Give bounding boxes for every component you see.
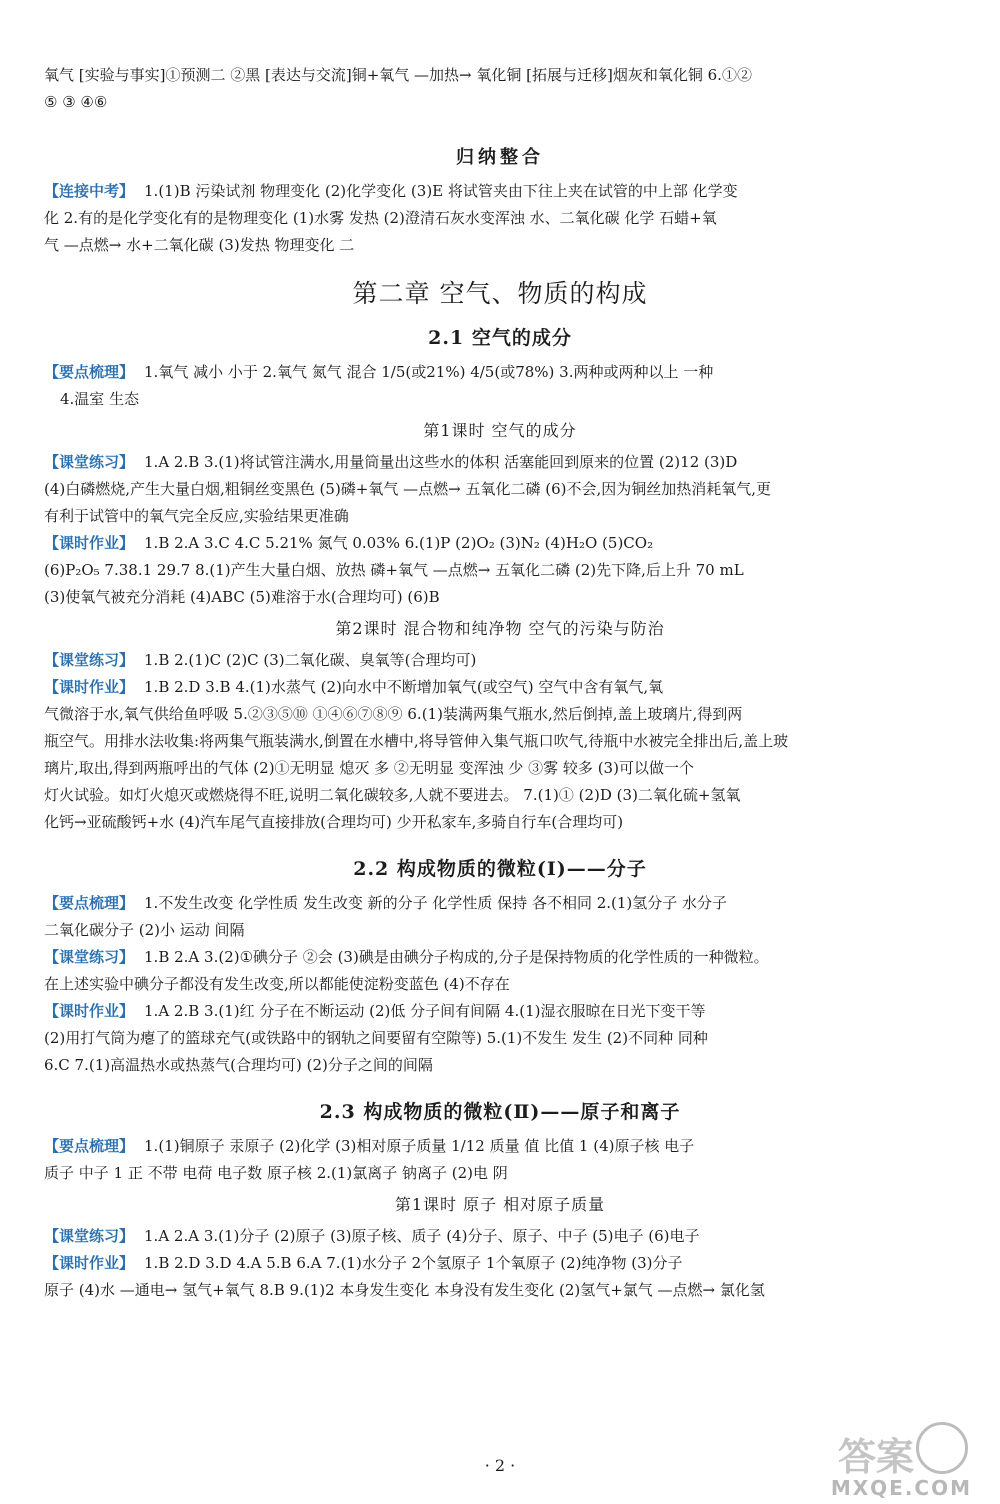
text-line: 【连接中考】 1.(1)B 污染试剂 物理变化 (2)化学变化 (3)E 将试管夹由下往上夹在试管的中上部 化学变 [44,182,738,200]
text-line: 质子 中子 1 正 不带 电荷 电子数 原子核 2.(1)氯离子 钠离子 (2)电 阴 [44,1164,508,1182]
section-tag: 【课时作业】 [44,534,135,552]
lesson-title: 第2课时 混合物和纯净物 空气的污染与防治 [335,619,665,638]
text-line: (6)P₂O₅ 7.38.1 29.7 8.(1)产生大量白烟、放热 磷+氧气 —点燃→ 五氧化二磷 (2)先下降,后上升 70 mL [44,561,744,579]
chapter-title: 第二章 空气、物质的构成 [352,279,648,308]
answer-page [44,62,956,1304]
text-line: 【课堂练习】 1.A 2.B 3.(1)将试管注满水,用量筒量出这些水的体积 活塞能回到原来的位置 (2)12 (3)D [44,453,738,471]
section-tag: 【课时作业】 [44,1002,135,1020]
text-line: 【课时作业】 1.B 2.D 3.D 4.A 5.B 6.A 7.(1)水分子 2个氢原子 1个氧原子 (2)纯净物 (3)分子 [44,1254,683,1272]
text-line: (4)白磷燃烧,产生大量白烟,粗铜丝变黑色 (5)磷+氧气 —点燃→ 五氧化二磷 (6)不会,因为铜丝加热消耗氧气,更 [44,480,772,498]
text-line: (3)使氧气被充分消耗 (4)ABC (5)难溶于水(合理均可) (6)B [44,588,440,606]
watermark-circle-icon [916,1422,968,1474]
text-line: ⑤ ③ ④⑥ [44,93,108,111]
section-tag: 【课堂练习】 [44,948,135,966]
text-line: 【课时作业】 1.A 2.B 3.(1)红 分子在不断运动 (2)低 分子间有间隔 4.(1)湿衣服晾在日光下变干等 [44,1002,706,1020]
text-line: 气 —点燃→ 水+二氧化碳 (3)发热 物理变化 二 [44,236,355,254]
text-line: 化 2.有的是化学变化有的是物理变化 (1)水雾 发热 (2)澄清石灰水变浑浊 水、二氧化碳 化学 石蜡+氧 [44,209,717,227]
text-line: 二氧化碳分子 (2)小 运动 间隔 [44,921,245,939]
lesson-title: 第1课时 空气的成分 [423,421,577,440]
text-line: 【课堂练习】 1.A 2.A 3.(1)分子 (2)原子 (3)原子核、质子 (4)分子、原子、中子 (5)电子 (6)电子 [44,1227,700,1245]
text-line: 瓶空气。用排水法收集:将两集气瓶装满水,倒置在水槽中,将导管伸入集气瓶口吹气,待瓶中水被完全排出后,盖上玻 [44,732,789,750]
section-tag: 【要点梳理】 [44,894,135,912]
watermark-domain: MXQE.COM [830,1476,972,1500]
watermark-logo [810,1422,980,1500]
section-tag: 【要点梳理】 [44,1137,135,1155]
section-title: 2.3 构成物质的微粒(Ⅱ)——原子和离子 [319,1101,681,1123]
section-tag: 【课堂练习】 [44,1227,135,1245]
text-line: 在上述实验中碘分子都没有发生改变,所以都能使淀粉变蓝色 (4)不存在 [44,975,510,993]
section-tag: 【连接中考】 [44,182,135,200]
section-tag: 【课堂练习】 [44,651,135,669]
text-line: 原子 (4)水 —通电→ 氢气+氧气 8.B 9.(1)2 本身发生变化 本身没有发生变化 (2)氢气+氯气 —点燃→ 氯化氢 [44,1281,765,1299]
text-line: 有利于试管中的氧气完全反应,实验结果更准确 [44,507,349,525]
section-title: 2.2 构成物质的微粒(Ⅰ)——分子 [353,858,647,880]
text-line: (2)用打气筒为瘪了的篮球充气(或铁路中的钢轨之间要留有空隙等) 5.(1)不发生 发生 (2)不同种 同种 [44,1029,708,1047]
text-line: 6.C 7.(1)高温热水或热蒸气(合理均可) (2)分子之间的间隔 [44,1056,433,1074]
section-tag: 【课时作业】 [44,1254,135,1272]
text-line: 【要点梳理】 1.氧气 减小 小于 2.氧气 氮气 混合 1/5(或21%) 4/5(或78%) 3.两种或两种以上 一种 [44,363,714,381]
text-line: 4.温室 生态 [60,390,140,408]
page-number: · 2 · [484,1456,516,1475]
text-line: 氧气 [实验与事实]①预测二 ②黑 [表达与交流]铜+氧气 —加热→ 氧化铜 [拓展与迁移]烟灰和氧化铜 6.①② [44,66,752,84]
section-title: 2.1 空气的成分 [428,327,572,349]
watermark-han: 答案 [837,1434,914,1479]
section-heading: 归纳整合 [456,147,544,168]
text-line: 【课时作业】 1.B 2.D 3.B 4.(1)水蒸气 (2)向水中不断增加氧气(或空气) 空气中含有氧气,氧 [44,678,664,696]
section-tag: 【课时作业】 [44,678,135,696]
section-tag: 【课堂练习】 [44,453,135,471]
lesson-title: 第1课时 原子 相对原子质量 [394,1195,606,1214]
text-line: 【课堂练习】 1.B 2.(1)C (2)C (3)二氧化碳、臭氧等(合理均可) [44,651,477,669]
text-line: 化钙→亚硫酸钙+水 (4)汽车尾气直接排放(合理均可) 少开私家车,多骑自行车(合理均可) [44,813,624,831]
text-line: 灯火试验。如灯火熄灭或燃烧得不旺,说明二氧化碳较多,人就不要进去。 7.(1)① (2)D (3)二氧化硫+氢氧 [44,786,741,804]
text-line: 【课时作业】 1.B 2.A 3.C 4.C 5.21% 氮气 0.03% 6.(1)P (2)O₂ (3)N₂ (4)H₂O (5)CO₂ [44,534,654,552]
text-line: 【要点梳理】 1.不发生改变 化学性质 发生改变 新的分子 化学性质 保持 各不相同 2.(1)氢分子 水分子 [44,894,728,912]
text-line: 气微溶于水,氧气供给鱼呼吸 5.②③⑤⑩ ①④⑥⑦⑧⑨ 6.(1)装满两集气瓶水,然后倒掉,盖上玻璃片,得到两 [44,705,743,723]
section-tag: 【要点梳理】 [44,363,135,381]
text-line: 璃片,取出,得到两瓶呼出的气体 (2)①无明显 熄灭 多 ②无明显 变浑浊 少 ③雾 较多 (3)可以做一个 [44,759,694,777]
text-line: 【要点梳理】 1.(1)铜原子 汞原子 (2)化学 (3)相对原子质量 1/12 质量 值 比值 1 (4)原子核 电子 [44,1137,695,1155]
text-line: 【课堂练习】 1.B 2.A 3.(2)①碘分子 ②会 (3)碘是由碘分子构成的,分子是保持物质的化学性质的一种微粒。 [44,948,769,966]
